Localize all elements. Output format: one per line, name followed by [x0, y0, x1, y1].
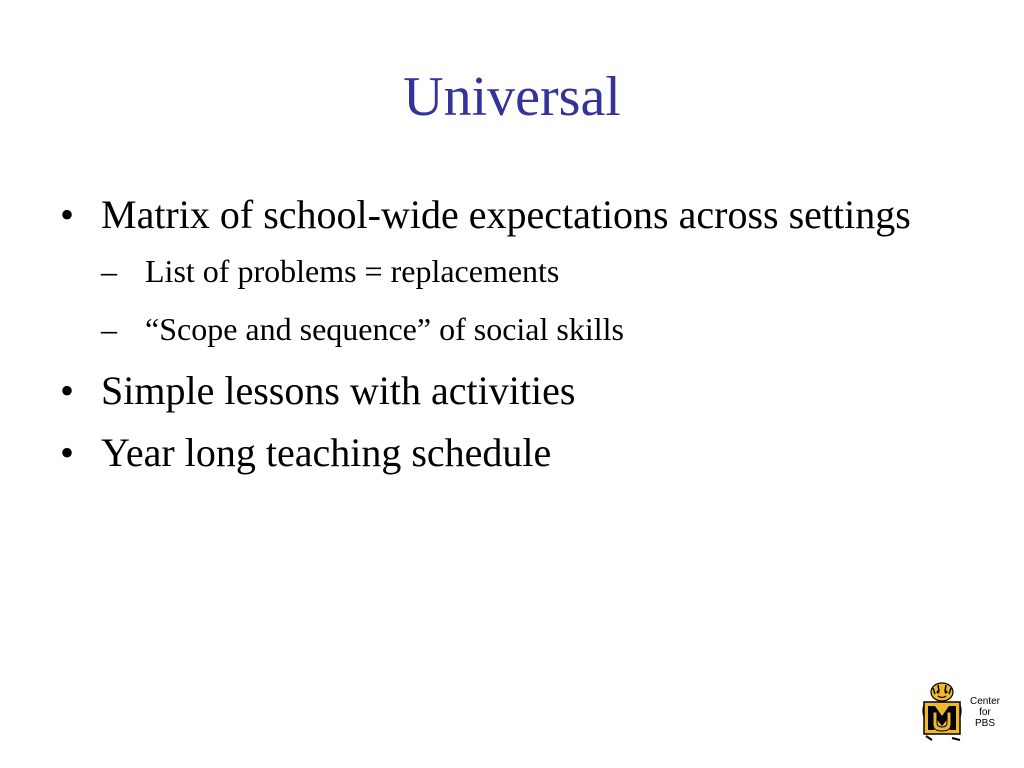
sub-bullet-marker: –	[101, 311, 117, 347]
sub-bullet-marker: –	[101, 253, 117, 289]
bullet-text: Matrix of school-wide expectations across settings	[101, 192, 911, 237]
bullet-text: Year long teaching schedule	[101, 430, 552, 475]
bullet-marker: •	[60, 430, 75, 475]
mizzou-tiger-logo	[918, 682, 1008, 744]
logo-line: for	[979, 707, 991, 718]
bullet-text: Simple lessons with activities	[101, 368, 576, 413]
logo-line: PBS	[974, 718, 995, 729]
logo-text	[962, 696, 1008, 729]
sub-bullet-list	[101, 250, 956, 350]
bullet-item	[56, 366, 956, 416]
sub-bullet-text: List of problems = replacements	[145, 253, 560, 289]
bullet-marker: •	[60, 192, 75, 237]
bullet-marker: •	[60, 368, 75, 413]
bullet-item	[56, 190, 956, 350]
bullet-item	[56, 428, 956, 478]
sub-bullet-text: “Scope and sequence” of social skills	[145, 311, 624, 347]
slide-title: Universal	[403, 66, 621, 128]
sub-bullet-item	[101, 250, 956, 292]
sub-bullet-item	[101, 308, 956, 350]
bullet-list	[56, 190, 956, 490]
logo-line: Center	[969, 696, 1000, 707]
